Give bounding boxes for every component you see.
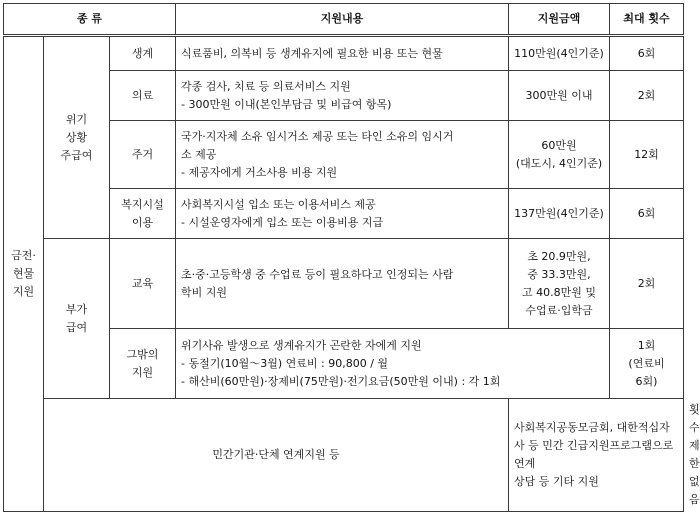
row-amount: 300만원 이내 <box>509 71 610 121</box>
content-line: - 300만원 이내(본인부담금 및 비급여 항목) <box>181 97 392 111</box>
row-type: 주거 <box>110 121 176 189</box>
table-row <box>4 239 684 329</box>
header-content: 지원내용 <box>176 4 509 36</box>
row-max: 6회 <box>610 189 684 239</box>
content-line: 사회복지시설 입소 또는 이용서비스 제공 <box>181 197 376 211</box>
header-amount: 지원금액 <box>509 4 610 36</box>
content-line: 초·중·고등학생 중 수업료 등이 필요하다고 인정되는 사람 <box>181 267 454 281</box>
content-line: 각종 검사, 치료 등 의료서비스 지원 <box>181 79 351 93</box>
table-row <box>4 36 684 71</box>
header-category: 종 류 <box>4 4 176 36</box>
row-amount: 137만원(4인기준) <box>509 189 610 239</box>
header-row <box>4 4 684 36</box>
row-max: 2회 <box>610 239 684 329</box>
emergency-support-table <box>3 3 700 512</box>
table-row: 민간기관·단체 연계지원 등 사회복지공동모금회, 대한적십자사 등 민간 긴급지원프로그램으로 연계 상담 등 기타 지원 횟수제한 없음 <box>4 399 684 512</box>
content-line: 소 제공 <box>181 147 217 161</box>
row-type: 생계 <box>110 36 176 71</box>
content-line: - 동절기(10월～3월) 연료비 : 90,800 / 월 <box>181 356 389 370</box>
row-max: 12회 <box>610 121 684 189</box>
row-type: 복지시설 이용 <box>110 189 176 239</box>
content-line: 학비 지원 <box>181 285 228 299</box>
content-line: 식료품비, 의복비 등 생계유지에 필요한 비용 또는 현물 <box>181 46 443 60</box>
content-line: 국가·지자체 소유 임시거소 제공 또는 타인 소유의 임시거 <box>181 129 454 143</box>
row-max: 6회 <box>610 36 684 71</box>
content-line: 사회복지공동모금회, 대한적십자사 등 민간 긴급지원프로그램으로 연계 <box>514 421 674 470</box>
private-content <box>509 399 684 512</box>
content-line: 위기사유 발생으로 생계유지가 곤란한 자에게 지원 <box>181 338 422 352</box>
row-type: 교육 <box>110 239 176 329</box>
content-line: - 시설운영자에게 입소 또는 이용비용 지급 <box>181 215 384 229</box>
row-amount: 초 20.9만원, 중 33.3만원, 고 40.8만원 및 수업료·입학금 <box>509 239 610 329</box>
row-content <box>176 71 509 121</box>
header-max-count: 최대 횟수 <box>610 4 684 36</box>
private-label: 민간기관·단체 연계지원 등 <box>44 399 509 512</box>
row-amount: 60만원 (대도시, 4인기준) <box>509 121 610 189</box>
group-extra-benefit: 부가 급여 <box>44 239 110 399</box>
row-max: 1회 (연료비 6회) <box>610 329 684 399</box>
row-content <box>176 189 509 239</box>
content-line: 상담 등 기타 지원 <box>514 475 599 488</box>
content-line: - 해산비(60만원)·장제비(75만원)·전기요금(50만원 이내) : 각 1회 <box>181 374 501 388</box>
group-cash-in-kind: 금전· 현물 지원 <box>4 36 44 512</box>
row-content <box>176 329 610 399</box>
group-crisis-benefit: 위기 상황 주급여 <box>44 36 110 239</box>
row-max: 2회 <box>610 71 684 121</box>
row-amount: 110만원(4인기준) <box>509 36 610 71</box>
row-content <box>176 121 509 189</box>
content-line: - 제공자에게 거소사용 비용 지원 <box>181 165 338 179</box>
row-content <box>176 239 509 329</box>
row-type: 그밖의 지원 <box>110 329 176 399</box>
row-content <box>176 36 509 71</box>
row-type: 의료 <box>110 71 176 121</box>
